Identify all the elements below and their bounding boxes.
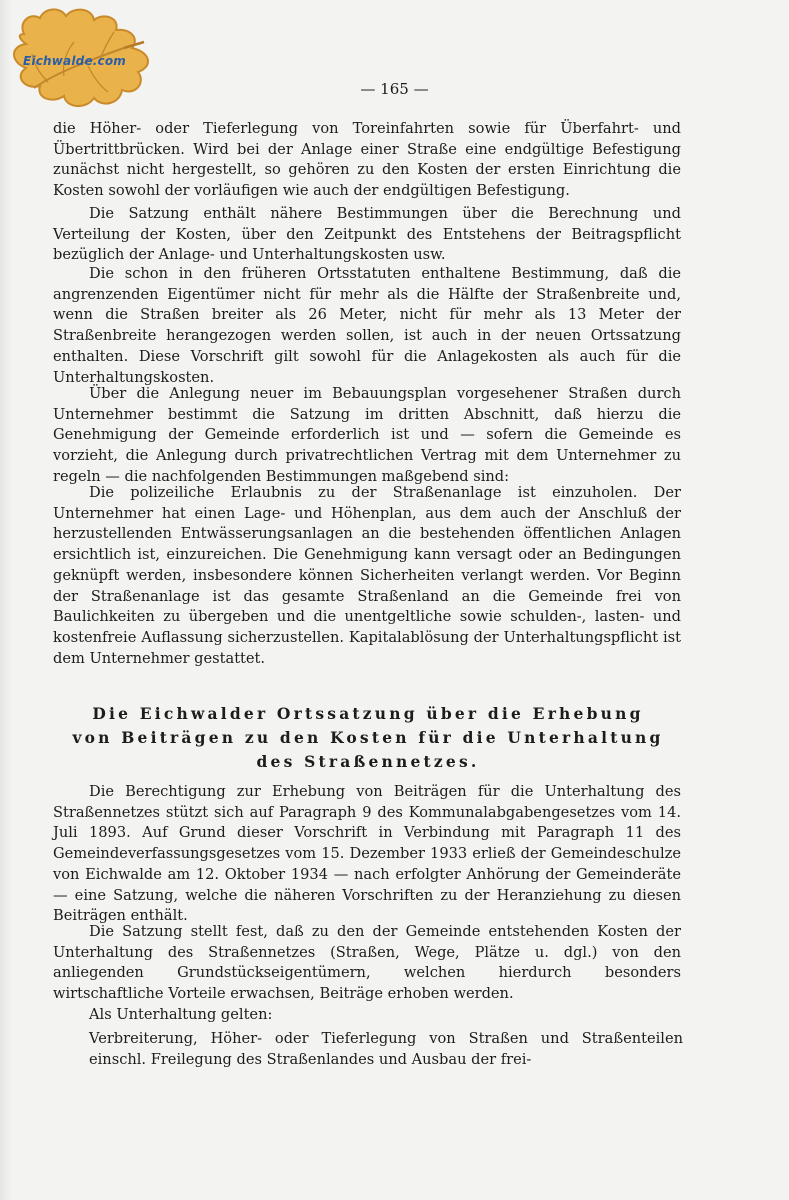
section-heading-line: von Beiträgen zu den Kosten für die Unterhaltung <box>72 728 664 747</box>
paragraph: Über die Anlegung neuer im Bebauungsplan vorgesehener Straßen durch Unternehmer bestimmt die Satzung im dritten Abschnitt, daß hierzu die Genehmigung der Gemeinde erforderlich ist und — sofern die Gemeinde es vorzieht, die Anlegung durch privatrechtlichen Vertrag mit dem Unternehmer zu regeln — die nachfolgenden Bestimmungen maßgebend sind: <box>53 385 681 485</box>
section-heading-line: Die Eichwalder Ortssatzung über die Erhebung <box>92 704 644 723</box>
paragraph: Als Unterhaltung gelten: <box>89 1006 273 1023</box>
paragraph: Die Berechtigung zur Erhebung von Beiträgen für die Unterhaltung des Straßennetzes stützt sich auf Paragraph 9 des Kommunalabgabengesetzes vom 14. Juli 1893. Auf Grund dieser Vorschrift in Verbindung mit Paragraph 11 des Gemeindeverfassungsgesetzes vom 15. Dezember 1933 erließ der Gemeindeschulze von Eichwalde am 12. Oktober 1934 — nach erfolgter Anhörung der Gemeinderäte — eine Satzung, welche die näheren Vorschriften zu der Heranziehung zu diesen Beiträgen enthält. <box>53 783 681 925</box>
paragraph: Die polizeiliche Erlaubnis zu der Straßenanlage ist einzuholen. Der Unternehmer hat einen Lage- und Höhenplan, aus dem auch der Anschluß der herzustellenden Entwässerungsanlagen an die bestehenden öffentlichen Anlagen ersichtlich ist, einzureichen. Die Genehmigung kann versagt oder an Bedingungen geknüpft werden, insbesondere können Sicherheiten verlangt werden. Vor Beginn der Straßenanlage ist das gesamte Straßenland an die Gemeinde frei von Baulichkeiten zu übergeben und die unentgeltliche sowie schulden-, lasten- und kostenfreie Auflassung sicherzustellen. Kapitalablösung der Unterhaltungspflicht ist dem Unternehmer gestattet. <box>53 484 681 667</box>
logo-text[interactable]: Eichwalde.com <box>23 54 127 68</box>
paragraph: Die schon in den früheren Ortsstatuten enthaltene Bestimmung, daß die angrenzenden Eigentümer nicht für mehr als die Hälfte der Straßenbreite und, wenn die Straßen breiter als 26 Meter, nicht für mehr als 13 Meter der Straßenbreite herangezogen werden sollen, ist auch in der neuen Ortssatzung enthalten. Diese Vorschrift gilt sowohl für die Anlagekosten als auch für die Unterhaltungskosten. <box>53 265 681 386</box>
section-heading-line: des Straßennetzes. <box>256 752 480 771</box>
page-binding-shadow <box>0 0 12 1200</box>
paragraph: Die Satzung enthält nähere Bestimmungen über die Berechnung und Verteilung der Kosten, über den Zeitpunkt des Entstehens der Beitragspflicht bezüglich der Anlage- und Unterhaltungskosten usw. <box>53 205 681 264</box>
page-number: — 165 — <box>360 80 429 98</box>
paragraph: Die Satzung stellt fest, daß zu den der Gemeinde entstehenden Kosten der Unterhaltung des Straßennetzes (Straßen, Wege, Plätze u. dgl.) von den anliegenden Grundstückseigentümern, welchen hierdurch besonders wirtschaftliche Vorteile erwachsen, Beiträge erhoben werden. <box>53 923 681 1003</box>
section-heading <box>53 702 683 774</box>
list-item: Verbreiterung, Höher- oder Tieferlegung von Straßen und Straßenteilen einschl. Freilegung des Straßenlandes und Ausbau der frei- <box>89 1030 683 1068</box>
paragraph: die Höher- oder Tieferlegung von Toreinfahrten sowie für Überfahrt- und Übertrittbrücken. Wird bei der Anlage einer Straße eine endgültige Befestigung zunächst nicht hergestellt, so gehören zu den Kosten der ersten Einrichtung die Kosten sowohl der vorläufigen wie auch der endgültigen Befestigung. <box>53 120 681 200</box>
